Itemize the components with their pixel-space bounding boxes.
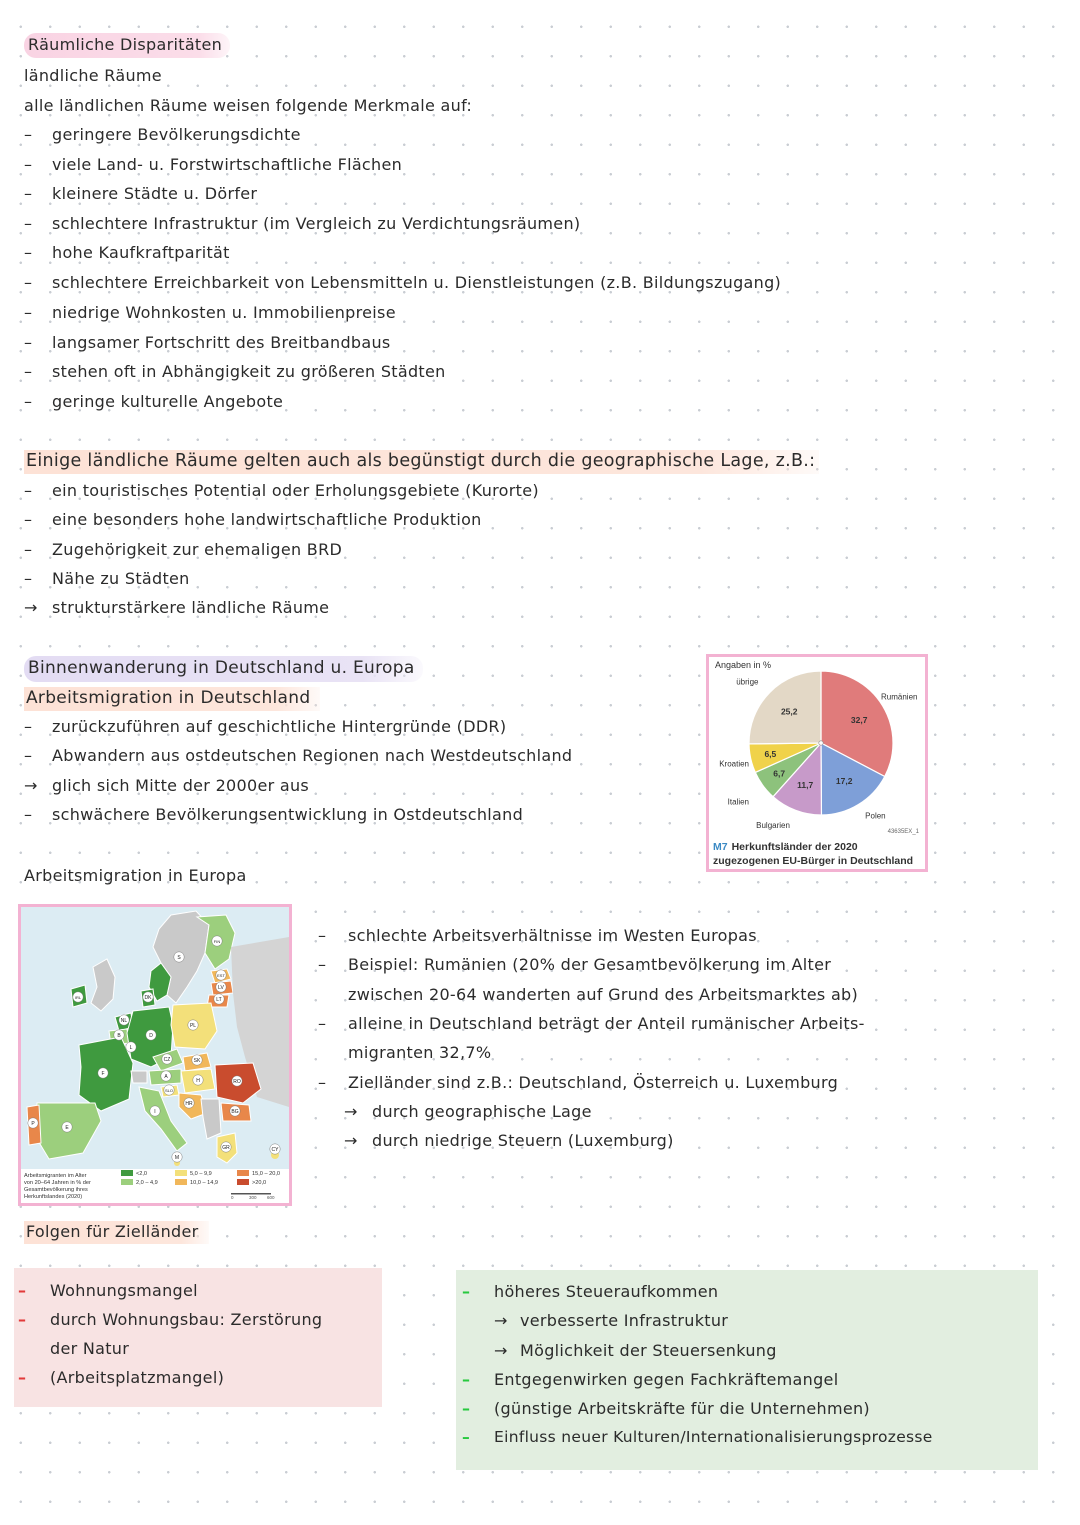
list-item: – Beispiel: Rumänien (20% der Gesamtbevölkerung im Alter [318,955,832,974]
section-title-binnenwanderung [24,658,423,678]
pie-value-label-bulgarien: 11,7 [797,779,814,790]
list-item: – viele Land- u. Forstwirtschaftliche Flächen [24,155,403,174]
list-item: – Zielländer sind z.B.: Deutschland, Österreich u. Luxemburg [318,1073,839,1092]
list-item: – Entgegenwirken gegen Fachkräftemangel [462,1370,839,1389]
arrow-item: → durch geographische Lage [344,1102,592,1121]
pie-value-label-kroatien: 6,5 [764,749,777,760]
subtitle-text: ländliche Räume [24,66,162,85]
legend-title-line-2: von 20–64 Jahren in % der [24,1180,91,1186]
positive-consequences-box [456,1270,1038,1470]
map-country-label-p: P [31,1121,35,1127]
list-item: – geringere Bevölkerungsdichte [24,125,301,144]
legend-title-line-1: Arbeitsmigranten im Alter [24,1173,87,1179]
legend-label-0: <2,0 [136,1171,148,1177]
list-item-continuation: migranten 32,7% [348,1043,492,1062]
subtitle-laendliche-raeume [24,66,162,85]
heading-text: Räumliche Disparitäten [24,33,230,58]
legend-title-line-3: Gesamtbevölkerung ihres [24,1187,88,1193]
intro-line: alle ländlichen Räume weisen folgende Merkmale auf: [24,96,473,115]
list-item-continuation: der Natur [50,1339,130,1358]
map-country-label-s: S [177,955,181,961]
list-item: – geringe kulturelle Angebote [24,392,284,411]
arrow-item: → durch niedrige Steuern (Luxemburg) [344,1131,674,1150]
list-item: – Wohnungsmangel [18,1281,198,1300]
map-country-label-pl: PL [189,1023,197,1029]
list-item: – zurückzuführen auf geschichtliche Hintergründe (DDR) [24,717,507,736]
pie-chart [709,667,925,839]
list-item: – (Arbeitsplatzmangel) [18,1368,225,1387]
arrow-item: → Möglichkeit der Steuersenkung [494,1341,777,1360]
map-country-label-f: F [101,1071,105,1077]
pie-chart-figure [706,654,928,872]
map-country-label-irl: IRL [74,995,82,1000]
legend-label-5: >20,0 [252,1180,267,1186]
map-country-label-est: EST [217,973,225,978]
map-country-label-sk: SK [193,1058,201,1064]
favoured-intro-text: Einige ländliche Räume gelten auch als begünstigt durch die geographische Lage, z.B.: [24,450,819,474]
section-title-arbeitsmigration-europa [24,866,247,885]
section-title-raeumliche-disparitaeten [24,35,230,54]
map-country-label-nl: NL [120,1018,128,1024]
subtitle-arbeitsmigration-de [24,688,320,708]
arrow-icon: → [24,776,38,795]
arrow-icon: → [344,1102,358,1121]
section-title-folgen [24,1222,209,1241]
list-item: – schwächere Bevölkerungsentwicklung in Ostdeutschland [24,805,524,824]
figure-code: 43635EX_1 [887,829,919,835]
pie-category-label-bulgarien: Bulgarien [756,821,790,831]
list-item: – schlechte Arbeitsverhältnisse im Westen Europas [318,926,757,945]
map-country-label-slo: SLO [164,1088,174,1093]
pie-value-label-rumaenien: 32,7 [850,714,868,725]
map-country-label-bg: BG [231,1109,239,1115]
list-item: – hohe Kaufkraftparität [24,243,230,262]
list-item: – durch Wohnungsbau: Zerstörung [18,1310,323,1329]
map-country-label-fin: FIN [213,939,221,944]
scale-label-1: 300 [249,1195,257,1200]
caption-text: Herkunftsländer der 2020 zugezogenen EU-Bürger in Deutschland [713,841,914,867]
pie-value-label-uebrige: 25,2 [780,706,798,717]
legend-label-2: 5,0 – 9,9 [190,1171,212,1177]
legend-label-4: 15,0 – 20,0 [252,1171,280,1177]
list-item: – alleine in Deutschland beträgt der Anteil rumänischer Arbeits- [318,1014,865,1033]
negative-consequences-box [14,1268,382,1407]
map-country-label-gr: GR [222,1145,230,1151]
map-country-label-cy: CY [271,1147,279,1153]
map-country-label-h: H [196,1078,200,1084]
list-item: – Nähe zu Städten [24,569,190,588]
map-country-label-lt: LT [216,997,222,1003]
list-item: – eine besonders hohe landwirtschaftliche Produktion [24,510,482,529]
map-country-label-dk: DK [144,995,152,1001]
map-country-label-a: A [164,1074,168,1080]
legend-swatch-2 [175,1170,187,1176]
heading-text: Folgen für Zielländer [24,1221,209,1244]
list-item-continuation: zwischen 20-64 wanderten auf Grund des Arbeitsmarktes ab) [348,985,859,1004]
intro-text [24,96,472,115]
arrow-icon: → [24,598,38,617]
heading-text: Arbeitsmigration in Europa [24,866,247,885]
pie-category-label-rumaenien: Rumänien [881,692,918,702]
arrow-item: → verbesserte Infrastruktur [494,1311,729,1330]
pie-category-label-italien: Italien [727,797,749,807]
map-country-label-l: L [129,1045,133,1051]
list-item: – schlechtere Erreichbarkeit von Lebensmitteln u. Dienstleistungen (z.B. Bildungszugang) [24,273,782,292]
list-item: – Abwandern aus ostdeutschen Regionen nach Westdeutschland [24,746,573,765]
conclusion-item: → strukturstärkere ländliche Räume [24,598,330,617]
pie-category-label-polen: Polen [865,811,886,821]
legend-swatch-3 [175,1179,187,1185]
figure-label: M7 [713,841,728,853]
map-country-label-ro: RO [233,1079,241,1085]
legend-label-3: 10,0 – 14,9 [190,1180,218,1186]
subtitle-text: Arbeitsmigration in Deutschland [24,687,320,711]
arrow-icon: → [494,1341,508,1360]
list-item: – stehen oft in Abhängigkeit zu größeren Städten [24,362,446,381]
list-item: – höheres Steueraufkommen [462,1282,719,1301]
list-item: – ein touristisches Potential oder Erholungsgebiete (Kurorte) [24,481,539,500]
pie-category-label-kroatien: Kroatien [719,759,749,769]
map-country-label-i: I [154,1109,156,1115]
list-item: – Einfluss neuer Kulturen/Internationalisierungsprozesse [462,1428,933,1446]
arrow-icon: → [494,1311,508,1330]
legend-title-line-4: Herkunftslandes (2020) [24,1194,83,1200]
map-country-label-lv: LV [218,985,224,991]
list-item: – schlechtere Infrastruktur (im Vergleich zu Verdichtungsräumen) [24,214,581,233]
list-item: – langsamer Fortschritt des Breitbandbaus [24,333,391,352]
list-item: – (günstige Arbeitskräfte für die Unternehmen) [462,1399,870,1418]
favoured-intro [24,451,819,471]
legend-swatch-4 [237,1170,249,1176]
pie-center-dot [819,741,823,745]
map-country-label-hr: HR [185,1101,193,1107]
figure-caption [713,840,923,868]
heading-text: Binnenwanderung in Deutschland u. Europa [24,656,423,682]
legend-swatch-0 [121,1170,133,1176]
legend-swatch-1 [121,1179,133,1185]
europe-map [21,907,289,1203]
unit-note: Angaben in % [715,660,772,670]
legend-label-1: 2,0 – 4,9 [136,1180,158,1186]
legend-swatch-5 [237,1179,249,1185]
map-country-label-e: E [65,1125,69,1131]
pie-category-label-uebrige: übrige [736,677,759,687]
pie-value-label-polen: 17,2 [835,776,853,787]
scale-label-2: 600 [267,1195,275,1200]
list-item: – niedrige Wohnkosten u. Immobilienpreise [24,303,396,322]
list-item: – Zugehörigkeit zur ehemaligen BRD [24,540,343,559]
scale-bar [231,1193,271,1195]
pie-value-label-italien: 6,7 [773,768,786,779]
arrow-item: → glich sich Mitte der 2000er aus [24,776,310,795]
map-country-label-d: D [149,1033,153,1039]
arrow-icon: → [344,1131,358,1150]
scale-label-0: 0 [231,1195,234,1200]
list-item: – kleinere Städte u. Dörfer [24,184,258,203]
map-country-label-cz: CZ [163,1057,171,1063]
map-country-label-b: B [117,1033,121,1039]
map-country-label-m: M [174,1155,180,1161]
europe-map-figure [18,904,292,1206]
